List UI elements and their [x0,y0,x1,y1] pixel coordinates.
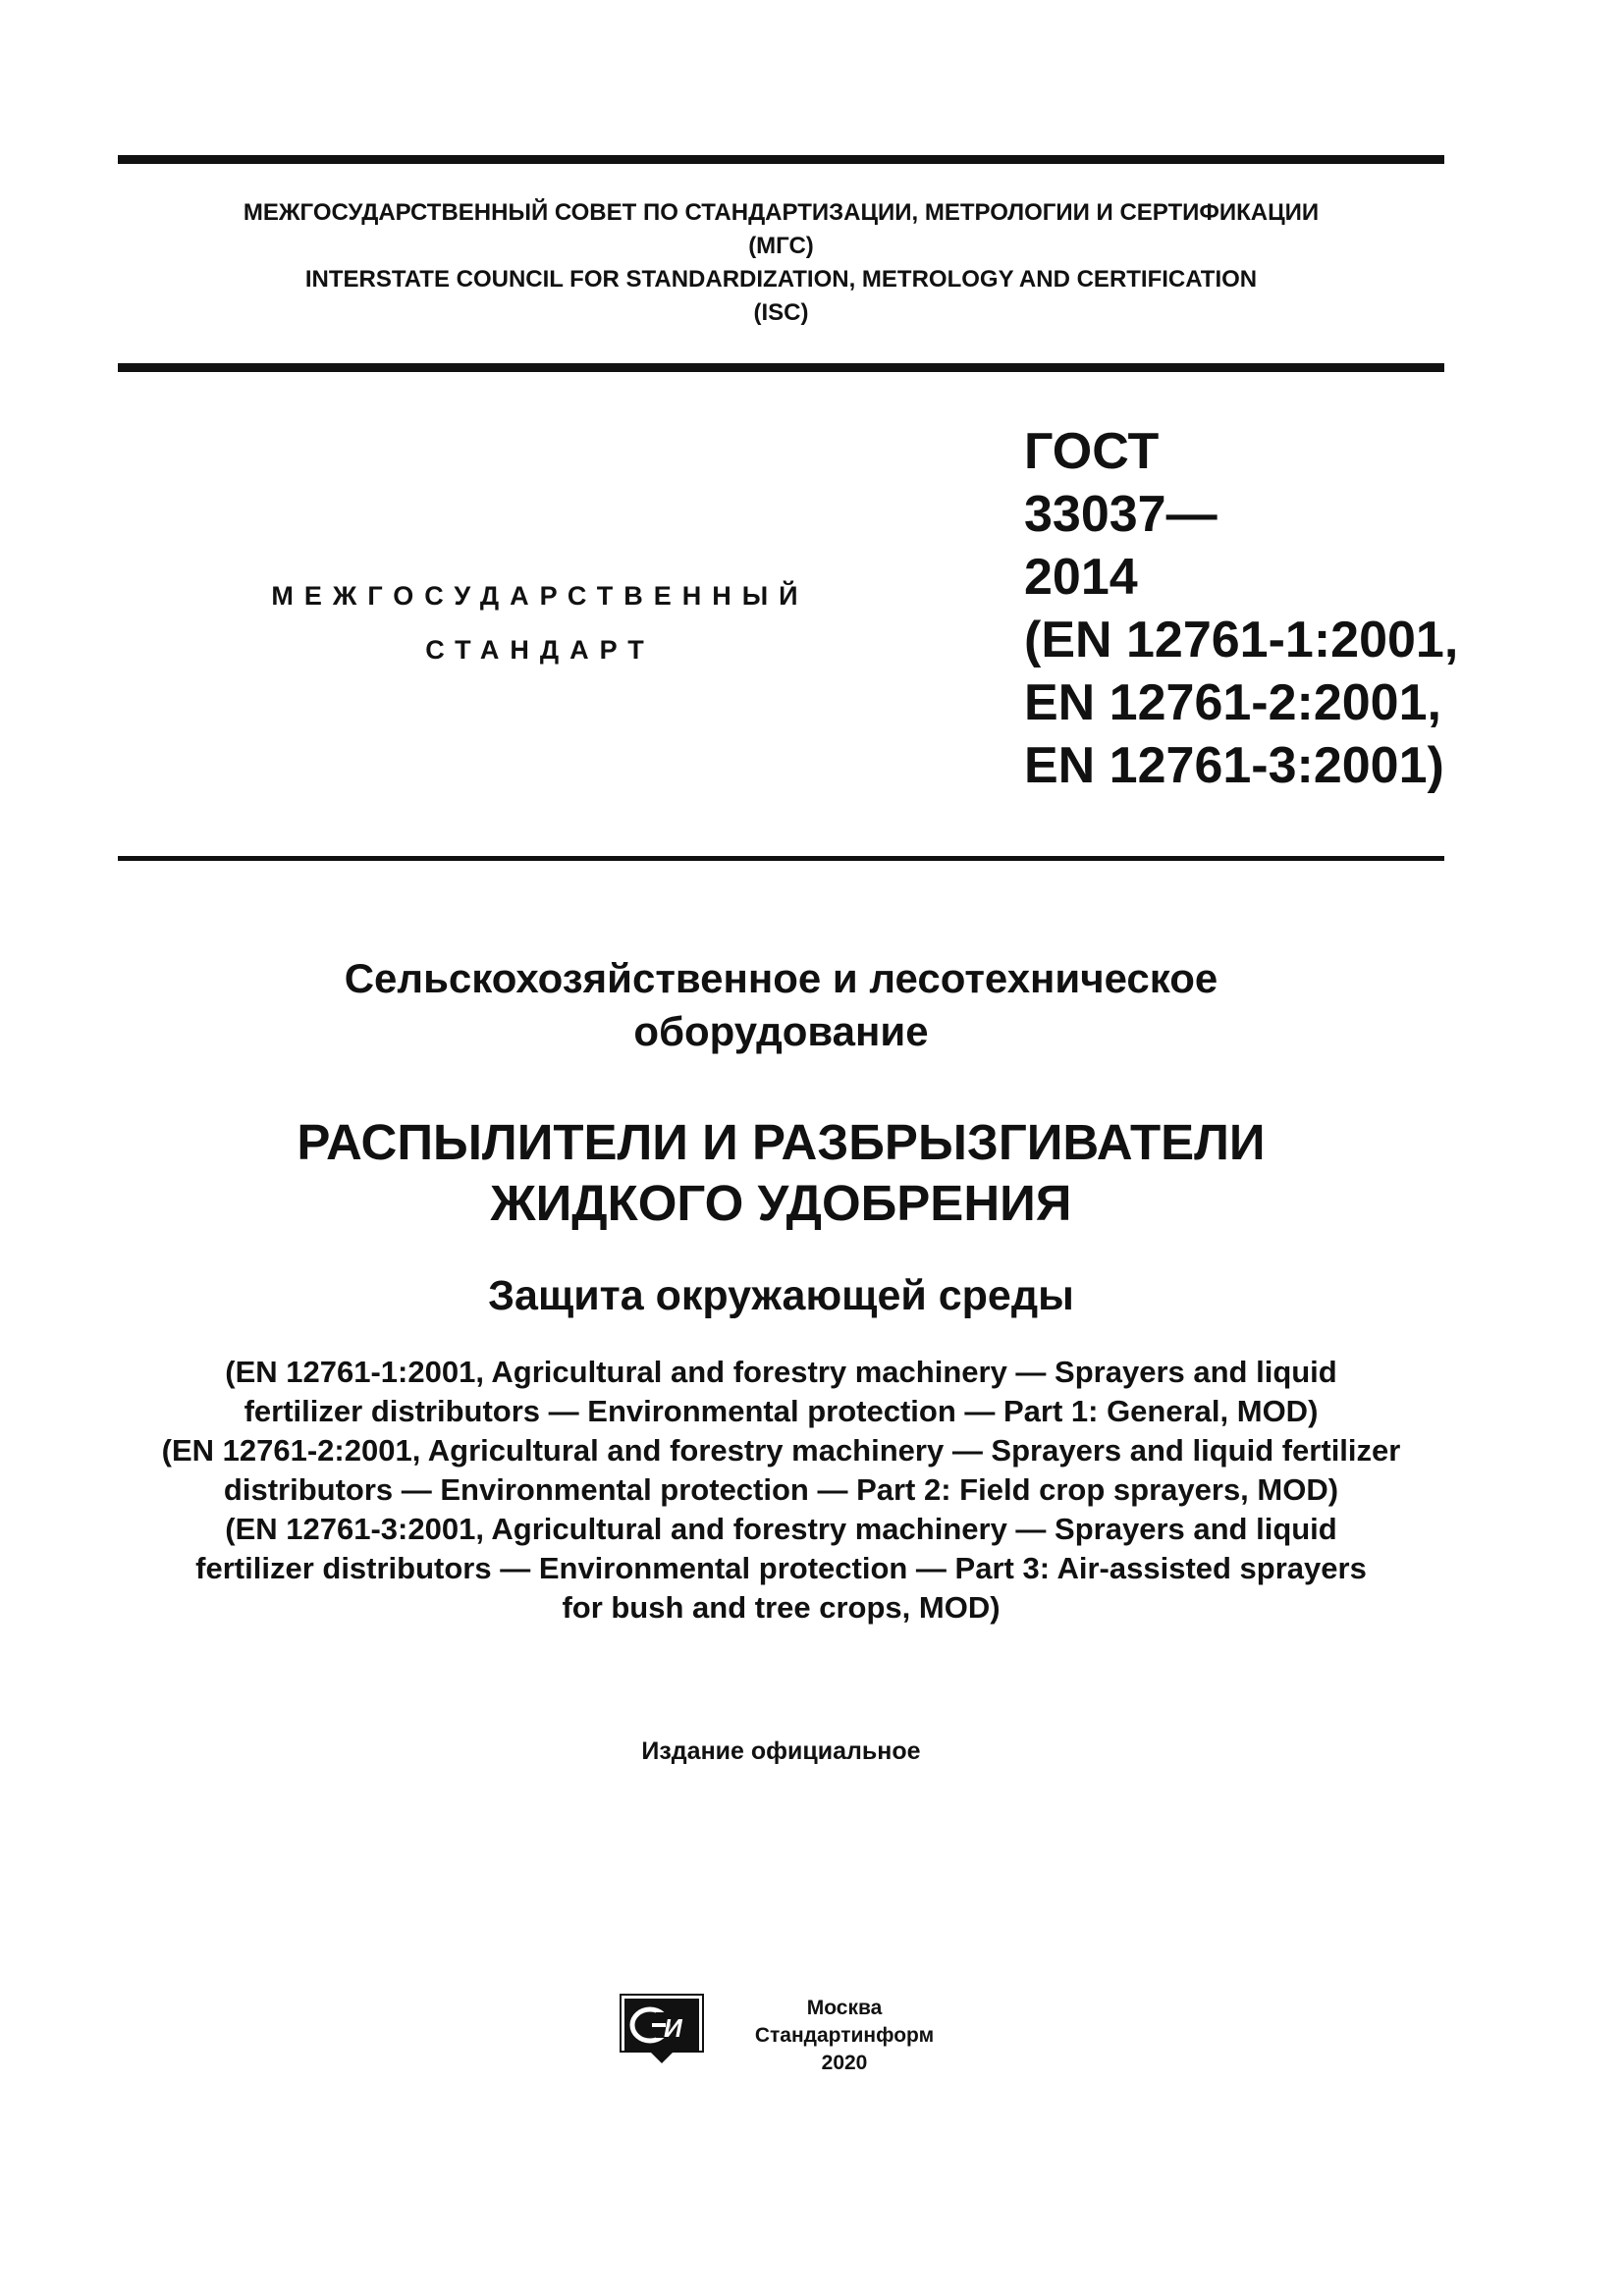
document-section-title [98,1268,1464,1323]
council-ru-abbr: (МГС) [748,233,814,259]
standard-number-line: EN 12761-3:2001) [1024,737,1444,794]
publisher-imprint [727,1995,962,2077]
english-reference-titles [98,1353,1464,1628]
en-title-line: (EN 12761-2:2001, Agricultural and forestry machinery — Sprayers and liquid fertilizer [161,1433,1401,1468]
council-en-abbr: (ISC) [753,299,809,326]
edition-label: Издание официальное [641,1737,921,1765]
standard-number-line: EN 12761-2:2001, [1024,674,1441,731]
document-title [98,1112,1464,1234]
imprint-city: Москва [806,1997,883,2019]
council-en-title: INTERSTATE COUNCIL FOR STANDARDIZATION, METROLOGY AND CERTIFICATION [304,266,1258,293]
council-ru-title: МЕЖГОСУДАРСТВЕННЫЙ СОВЕТ ПО СТАНДАРТИЗАЦИИ, МЕТРОЛОГИИ И СЕРТИФИКАЦИИ [243,199,1320,226]
title-divider [118,856,1444,861]
en-title-line: (EN 12761-3:2001, Agricultural and forestry machinery — Sprayers and liquid [225,1512,1337,1546]
header-divider [118,363,1444,372]
title-line: ЖИДКОГО УДОБРЕНИЯ [490,1175,1072,1231]
standard-number [1024,420,1458,797]
section-title-line: Защита окружающей среды [488,1272,1074,1319]
top-divider [118,155,1444,164]
standard-number-line: ГОСТ [1024,423,1160,480]
standard-type-label [177,569,903,677]
document-subtitle [98,952,1464,1058]
council-header [118,196,1444,330]
en-title-line: (EN 12761-1:2001, Agricultural and forestry machinery — Sprayers and liquid [225,1355,1337,1389]
en-title-line: for bush and tree crops, MOD) [562,1590,1001,1625]
subtitle-line: Сельскохозяйственное и лесотехническое [344,955,1218,1001]
subtitle-line: оборудование [633,1008,929,1054]
standard-number-line: 2014 [1024,549,1138,606]
en-title-line: fertilizer distributors — Environmental protection — Part 1: General, MOD) [244,1394,1319,1428]
title-line: РАСПЫЛИТЕЛИ И РАЗБРЫЗГИВАТЕЛИ [297,1114,1266,1170]
imprint-publisher: Стандартинформ [754,2024,935,2047]
en-title-line: distributors — Environmental protection — Part 2: Field crop sprayers, MOD) [223,1472,1339,1507]
standard-number-line: 33037— [1024,486,1218,543]
standard-number-line: (EN 12761-1:2001, [1024,612,1459,668]
svg-text:И: И [664,2013,682,2043]
standard-type-line-1: МЕЖГОСУДАРСТВЕННЫЙ [271,581,809,611]
imprint-year: 2020 [821,2052,868,2074]
standartinform-logo-icon [617,1993,707,2069]
standard-type-line-2: СТАНДАРТ [425,635,655,665]
en-title-line: fertilizer distributors — Environmental protection — Part 3: Air-assisted sprayers [195,1551,1367,1585]
